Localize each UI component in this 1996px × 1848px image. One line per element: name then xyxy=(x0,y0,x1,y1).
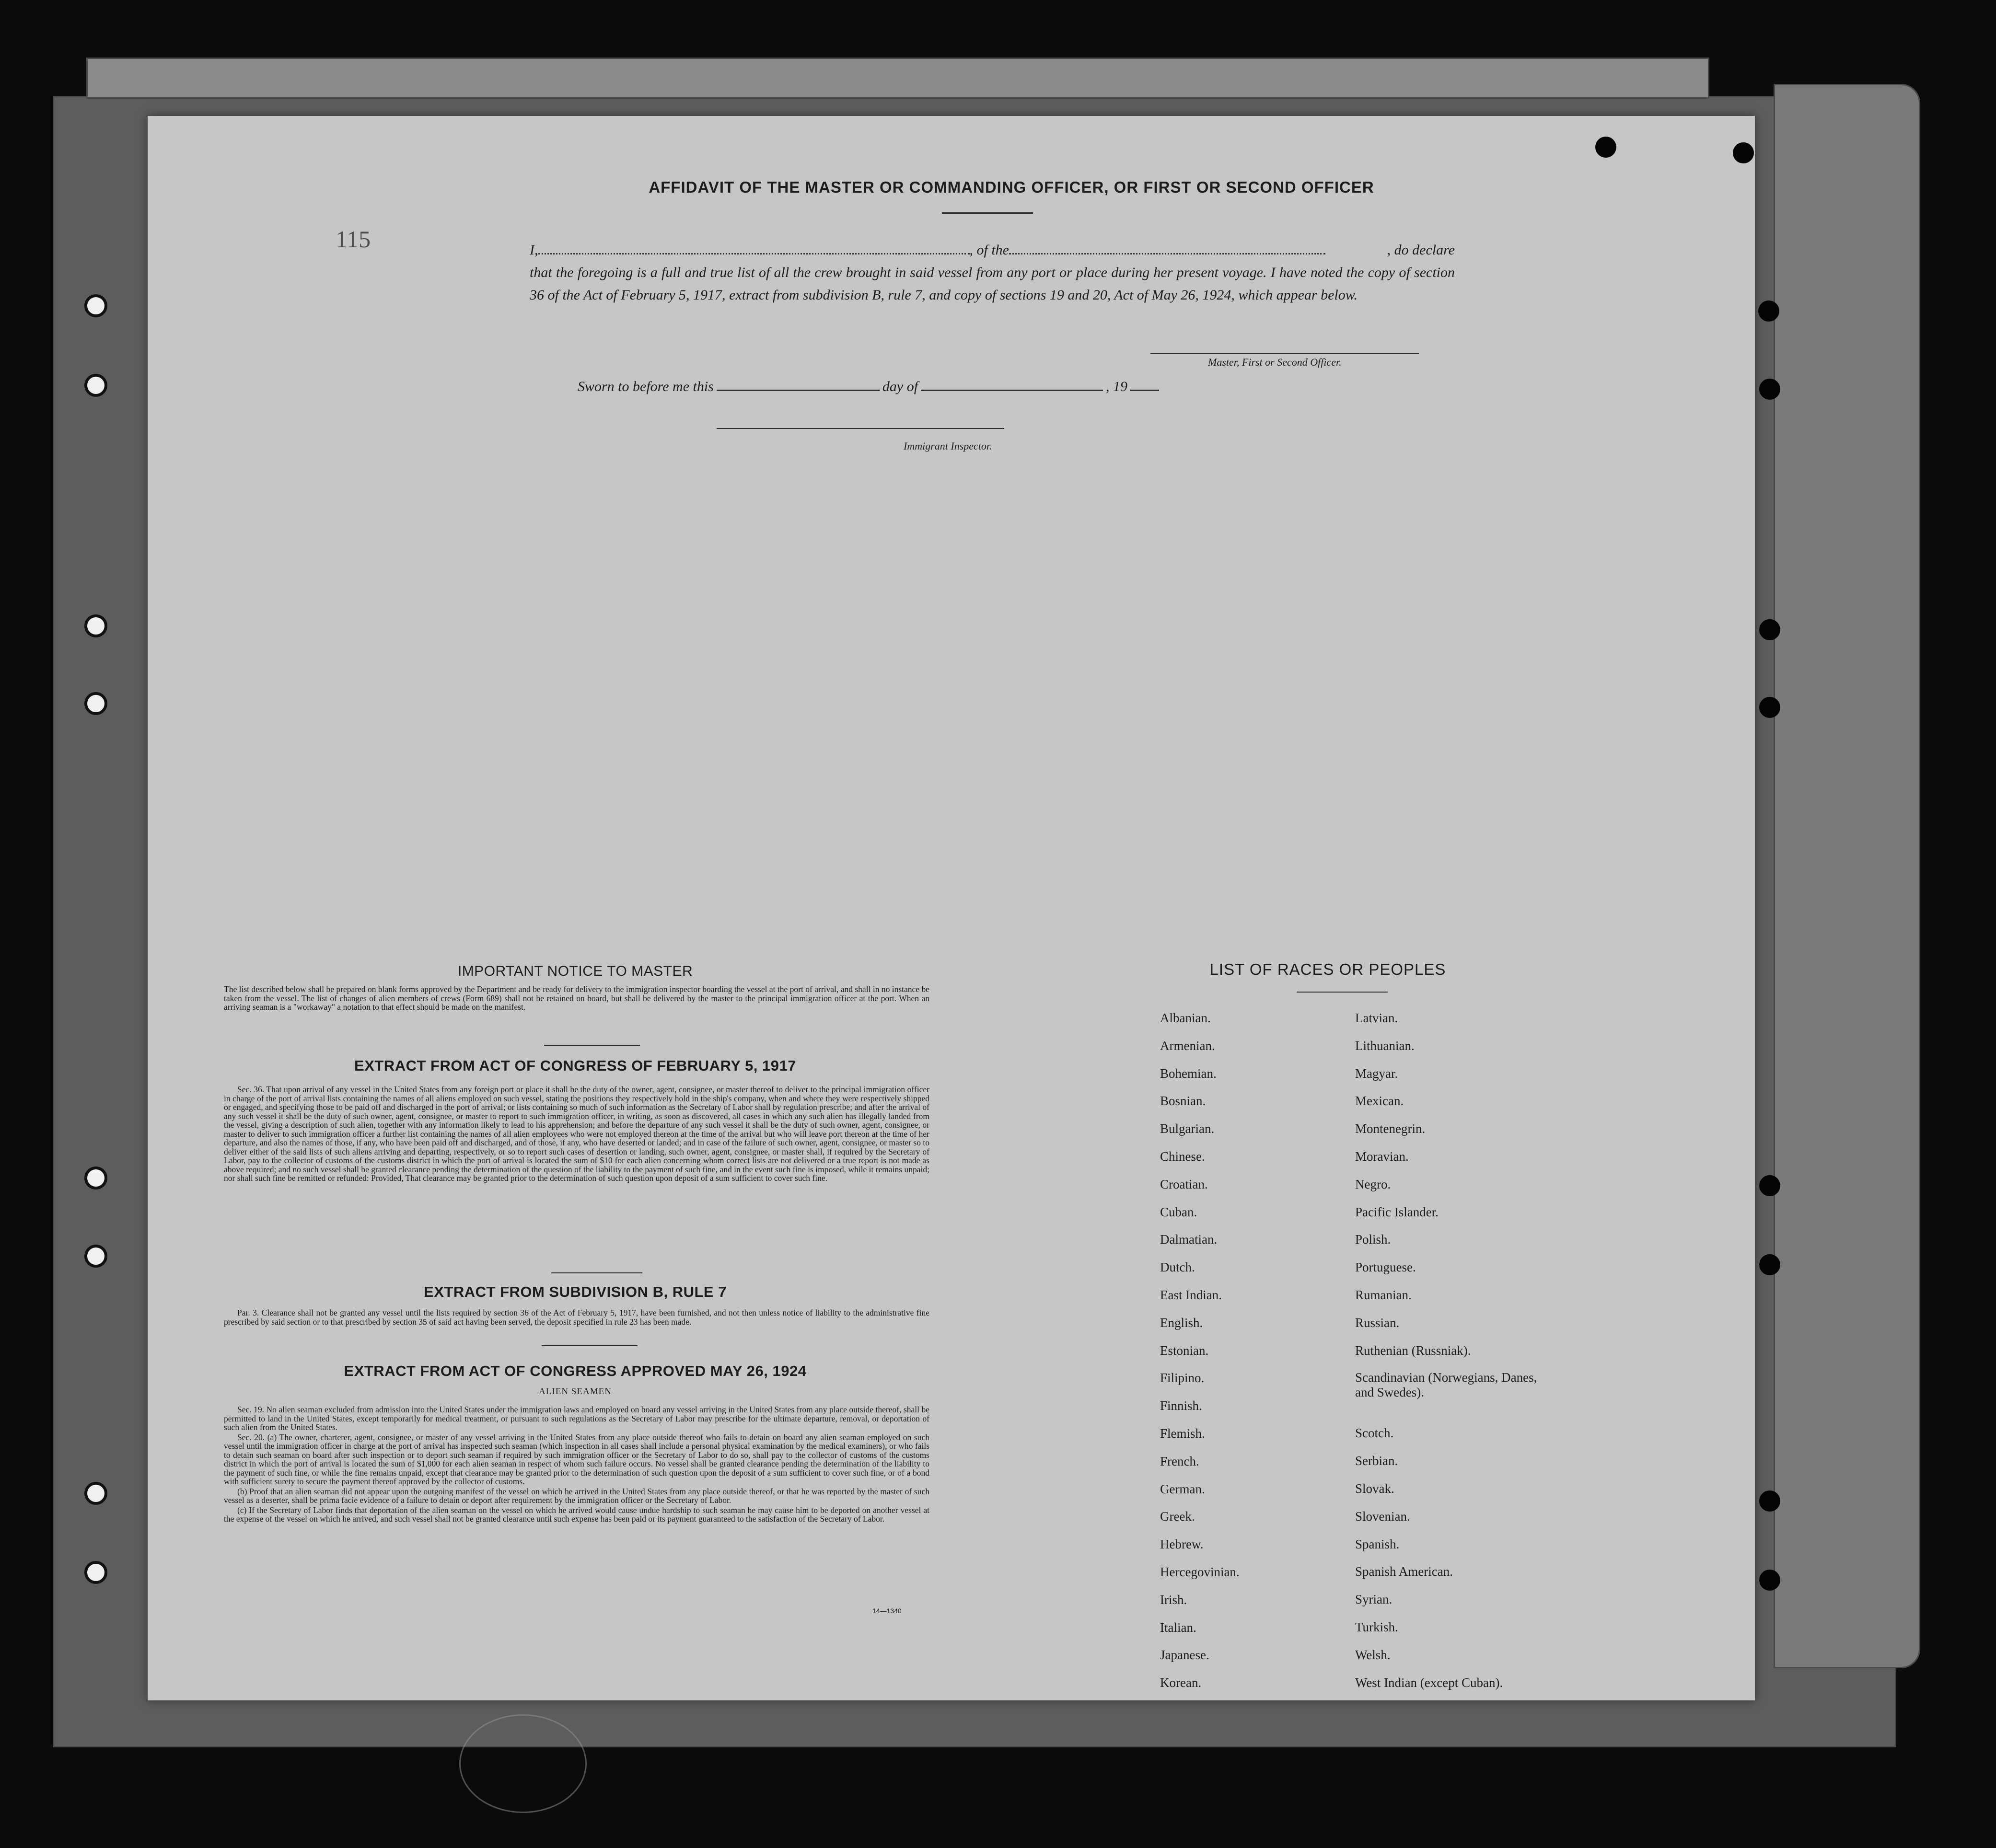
binder-hole xyxy=(1759,1175,1780,1196)
notice-text: The list described below shall be prepared on blank forms approved by the Department and be ready for delivery to the immigration inspector boarding the vessel at the port of arrival, and shall in no instance be taken from the vessel. The list of changes of alien members of crews (Form 689) shall not be retained on board, but shall be delivered by the master to the principal immigration officer at the port. When an arriving seaman is a "workaway" a notation to that effect should be made on the manifest. xyxy=(224,984,929,1012)
binder-hole xyxy=(1759,697,1780,718)
race-item: Turkish. xyxy=(1355,1619,1398,1634)
divider xyxy=(1297,992,1388,993)
sworn-day-field[interactable] xyxy=(717,379,880,391)
affidavit-title: AFFIDAVIT OF THE MASTER OR COMMANDING OFFICER, OR FIRST OR SECOND OFFICER xyxy=(649,178,1374,196)
alien-seamen-subtitle: ALIEN SEAMEN xyxy=(539,1386,612,1397)
notice-title: IMPORTANT NOTICE TO MASTER xyxy=(457,963,693,979)
race-item: Chinese. xyxy=(1160,1149,1205,1164)
races-left-column xyxy=(1160,1005,1240,1697)
binder-hole xyxy=(1759,1254,1780,1275)
extract-1924-text xyxy=(224,1405,929,1525)
background-sheet-right xyxy=(1774,84,1920,1668)
inspector-signature-label: Immigrant Inspector. xyxy=(904,440,992,452)
race-item: Flemish. xyxy=(1160,1426,1205,1441)
name-field[interactable] xyxy=(538,242,970,254)
binder-hole xyxy=(1759,619,1780,640)
race-item: Polish. xyxy=(1355,1232,1391,1247)
binder-hole xyxy=(1759,1490,1780,1512)
race-item: English. xyxy=(1160,1315,1203,1330)
divider xyxy=(551,1272,642,1273)
binder-hole xyxy=(84,1482,107,1505)
sworn-day-of: day of xyxy=(882,379,918,394)
extract-1917-title: EXTRACT FROM ACT OF CONGRESS OF FEBRUARY 5, 1917 xyxy=(354,1057,796,1074)
binder-hole xyxy=(1759,1570,1780,1591)
race-item: Armenian. xyxy=(1160,1038,1215,1053)
race-item: Bosnian. xyxy=(1160,1094,1206,1109)
race-item: Cuban. xyxy=(1160,1204,1197,1219)
race-item: Filipino. xyxy=(1160,1371,1205,1386)
race-item: Magyar. xyxy=(1355,1066,1398,1081)
sworn-statement xyxy=(578,379,1225,395)
races-right-column xyxy=(1355,1005,1556,1697)
race-item: Albanian. xyxy=(1160,1011,1211,1025)
binder-hole xyxy=(84,294,107,317)
affidavit-declaration xyxy=(530,239,1455,306)
divider xyxy=(542,1345,638,1346)
binder-hole xyxy=(84,374,107,397)
master-signature-label: Master, First or Second Officer. xyxy=(1208,356,1342,368)
race-item: Hercegovinian. xyxy=(1160,1564,1240,1579)
race-item: Scotch. xyxy=(1355,1426,1394,1441)
binder-hole xyxy=(84,1561,107,1584)
race-item: Ruthenian (Russniak). xyxy=(1355,1343,1471,1358)
binder-hole xyxy=(1733,142,1754,163)
sworn-month-field[interactable] xyxy=(921,379,1103,391)
race-item: Hebrew. xyxy=(1160,1537,1204,1552)
binder-hole xyxy=(1759,379,1780,400)
page-number: 115 xyxy=(336,226,371,253)
rule-7-text xyxy=(224,1308,929,1327)
race-item: Mexican. xyxy=(1355,1094,1404,1109)
race-item: Bulgarian. xyxy=(1160,1121,1215,1136)
race-item: Negro. xyxy=(1355,1177,1391,1191)
sworn-year-field[interactable] xyxy=(1130,379,1159,391)
race-item: Finnish. xyxy=(1160,1398,1202,1413)
sworn-year-prefix: , 19 xyxy=(1106,379,1128,394)
inspector-signature-line[interactable] xyxy=(717,428,1004,429)
race-item: Spanish. xyxy=(1355,1536,1400,1551)
race-item: Serbian. xyxy=(1355,1454,1398,1468)
binder-hole xyxy=(84,1167,107,1190)
race-item: Scandinavian (Norwegians, Danes, and Swedes). xyxy=(1355,1370,1537,1400)
master-signature-line[interactable] xyxy=(1150,353,1419,354)
divider xyxy=(544,1045,640,1046)
sworn-prefix: Sworn to before me this xyxy=(578,379,714,394)
race-item: Korean. xyxy=(1160,1675,1202,1690)
affidavit-body: that the foregoing is a full and true list of all the crew brought in said vessel from any port or place during her present voyage. I have noted the copy of section 36 of the Act of February 5, 1917, extract from subdivision B, rule 7, and copy of sections 19 and 20, Act of May 26, 1924, which appear below. xyxy=(530,265,1455,303)
background-sheet-top xyxy=(86,58,1709,99)
race-item: Japanese. xyxy=(1160,1648,1209,1663)
binder-hole xyxy=(84,692,107,715)
extract-1924-title: EXTRACT FROM ACT OF CONGRESS APPROVED MAY 26, 1924 xyxy=(344,1363,807,1379)
race-item: Lithuanian. xyxy=(1355,1038,1415,1053)
race-item: Irish. xyxy=(1160,1592,1187,1607)
section-20c-text: (c) If the Secretary of Labor finds that deportation of the alien seaman on the vessel on which he arrived would cause undue hardship to such seaman he may cause him to be deported on another vessel at the expense of the vessel on which he arrived, and such vessel shall not be granted clearance until such expense has been paid or its payment guaranteed to the satisfaction of the Secretary of Labor. xyxy=(224,1505,929,1524)
binder-hole xyxy=(1595,137,1616,158)
race-item: Pacific Islander. xyxy=(1355,1204,1439,1219)
vessel-field[interactable] xyxy=(1009,242,1325,254)
section-36-text: Sec. 36. That upon arrival of any vessel in the United States from any foreign port or place it shall be the duty of the owner, agent, consignee, or master thereof to deliver to the principal immigration officer in charge of the port of arrival lists containing the names of all aliens employed on such vessel, stating the positions they respectively hold in the ship's company, when and where they were respectively shipped or engaged, and specifying those to be paid off and discharged in the port of arrival; or lists containing so much of such information as the Secretary of Labor shall by regulation prescribe; and after the arrival of any such vessel it shall be the duty of such owner, agent, consignee, or master to report to such immigration officer, in writing, as soon as discovered, all cases in which any such alien has illegally landed from the vessel, giving a description of such alien, together with any information likely to lead to his apprehension; and before the departure of any such vessel it shall be the duty of such owner, agent, consignee, or master to deliver to such immigration officer a further list containing the names of all alien employees who were not employed thereon at the time of the arrival but who will leave port thereon at the time of her departure, and also the names of those, if any, who have been paid off and discharged, and of those, if any, who have deserted or landed; and in case of the failure of such owner, agent, consignee, or master so to deliver either of the said lists of such aliens arriving and departing, respectively, or so to report such cases of desertion or landing, such owner, agent, consignee, or master shall, if required by the Secretary of Labor, pay to the collector of customs of the customs district in which the port of arrival is located the sum of $10 for each alien concerning whom correct lists are not delivered or a true report is not made as above required; and no such vessel shall be granted clearance pending the determination of the question of the liability to the payment of such fine, and in the event such fine is imposed, while it remains unpaid; nor shall such fine be remitted or refunded: Provided, That clearance may be granted prior to the determination of such question upon deposit of a sum sufficient to cover such fine. xyxy=(224,1085,929,1183)
race-item: Moravian. xyxy=(1355,1149,1409,1164)
form-code: 14—1340 xyxy=(872,1607,902,1615)
race-item: Dutch. xyxy=(1160,1260,1195,1275)
binder-hole xyxy=(1758,300,1779,322)
extract-1917-text xyxy=(224,1085,929,1184)
race-item: Bohemian. xyxy=(1160,1066,1217,1081)
race-item: Russian. xyxy=(1355,1315,1400,1330)
race-item: German. xyxy=(1160,1481,1205,1496)
paragraph-3-text: Par. 3. Clearance shall not be granted any vessel until the lists required by section 36 of the Act of February 5, 1917, have been furnished, and not then unless notice of liability to the administrative fine prescribed by said section or to that prescribed by section 35 of said act having been served, the deposit specified in rule 23 has been made. xyxy=(224,1308,929,1327)
race-item: West Indian (except Cuban). xyxy=(1355,1675,1503,1690)
race-item: Italian. xyxy=(1160,1620,1196,1635)
affidavit-of-the: , of the xyxy=(969,242,1009,258)
binder-hole xyxy=(84,614,107,637)
race-item: Rumanian. xyxy=(1355,1287,1412,1302)
binder-hole xyxy=(84,1245,107,1268)
section-20a-text: Sec. 20. (a) The owner, charterer, agent, consignee, or master of any vessel arriving in the United States from any place outside thereof who fails to detain on board any alien seaman employed on such vessel until the immigration officer in charge at the port of arrival has inspected such seaman (which inspection in all cases shall include a personal physical examination by the medical examiners), or who fails to detain such seaman on board after such inspection or to deport such seaman if required by such immigration officer or the Secretary of Labor to do so, shall pay to the collector of customs of the customs district in which the port of arrival is located the sum of $1,000 for each alien seaman in respect of whom such failure occurs. No vessel shall be granted clearance pending the determination of the liability to the payment of such fine, or while the fine remains unpaid, except that clearance may be granted prior to the determination of such question upon the deposit of a sum sufficient to cover such fine, or of a bond with sufficient surety to secure the payment thereof approved by the collector of customs. xyxy=(224,1432,929,1486)
race-item: Greek. xyxy=(1160,1509,1195,1524)
race-item: Portuguese. xyxy=(1355,1260,1416,1275)
race-item: Slovenian. xyxy=(1355,1509,1410,1524)
section-19-text: Sec. 19. No alien seaman excluded from admission into the United States under the immigration laws and employed on board any vessel arriving in the United States from any place outside thereof, shall be permitted to land in the United States, except temporarily for medical treatment, or pursuant to such regulations as the Secretary of Labor may prescribe for the ultimate departure, removal, or deportation of such alien from the United States. xyxy=(224,1405,929,1432)
divider xyxy=(942,212,1033,214)
section-20b-text: (b) Proof that an alien seaman did not appear upon the outgoing manifest of the vessel on which he arrived in the United States from any place outside thereof, or that he was reported by the master of such vessel as a deserter, shall be prima facie evidence of a failure to detain or deport after requirement by the immigration officer or the Secretary of Labor. xyxy=(224,1486,929,1505)
race-item: Croatian. xyxy=(1160,1177,1208,1191)
race-item: Estonian. xyxy=(1160,1343,1209,1358)
race-item: Welsh. xyxy=(1355,1647,1391,1662)
race-item: Spanish American. xyxy=(1355,1564,1453,1579)
race-item: Slovak. xyxy=(1355,1481,1394,1496)
races-title: LIST OF RACES OR PEOPLES xyxy=(1209,960,1446,978)
rule-7-title: EXTRACT FROM SUBDIVISION B, RULE 7 xyxy=(424,1283,727,1300)
race-item: Dalmatian. xyxy=(1160,1232,1218,1247)
race-item: East Indian. xyxy=(1160,1287,1222,1302)
race-item: Latvian. xyxy=(1355,1011,1398,1025)
race-item: French. xyxy=(1160,1454,1199,1468)
affidavit-do-declare: , do declare xyxy=(1387,242,1455,258)
affidavit-i: I, xyxy=(530,242,538,258)
race-item: Montenegrin. xyxy=(1355,1121,1426,1136)
faint-stamp xyxy=(459,1714,587,1813)
race-item: Syrian. xyxy=(1355,1592,1393,1607)
